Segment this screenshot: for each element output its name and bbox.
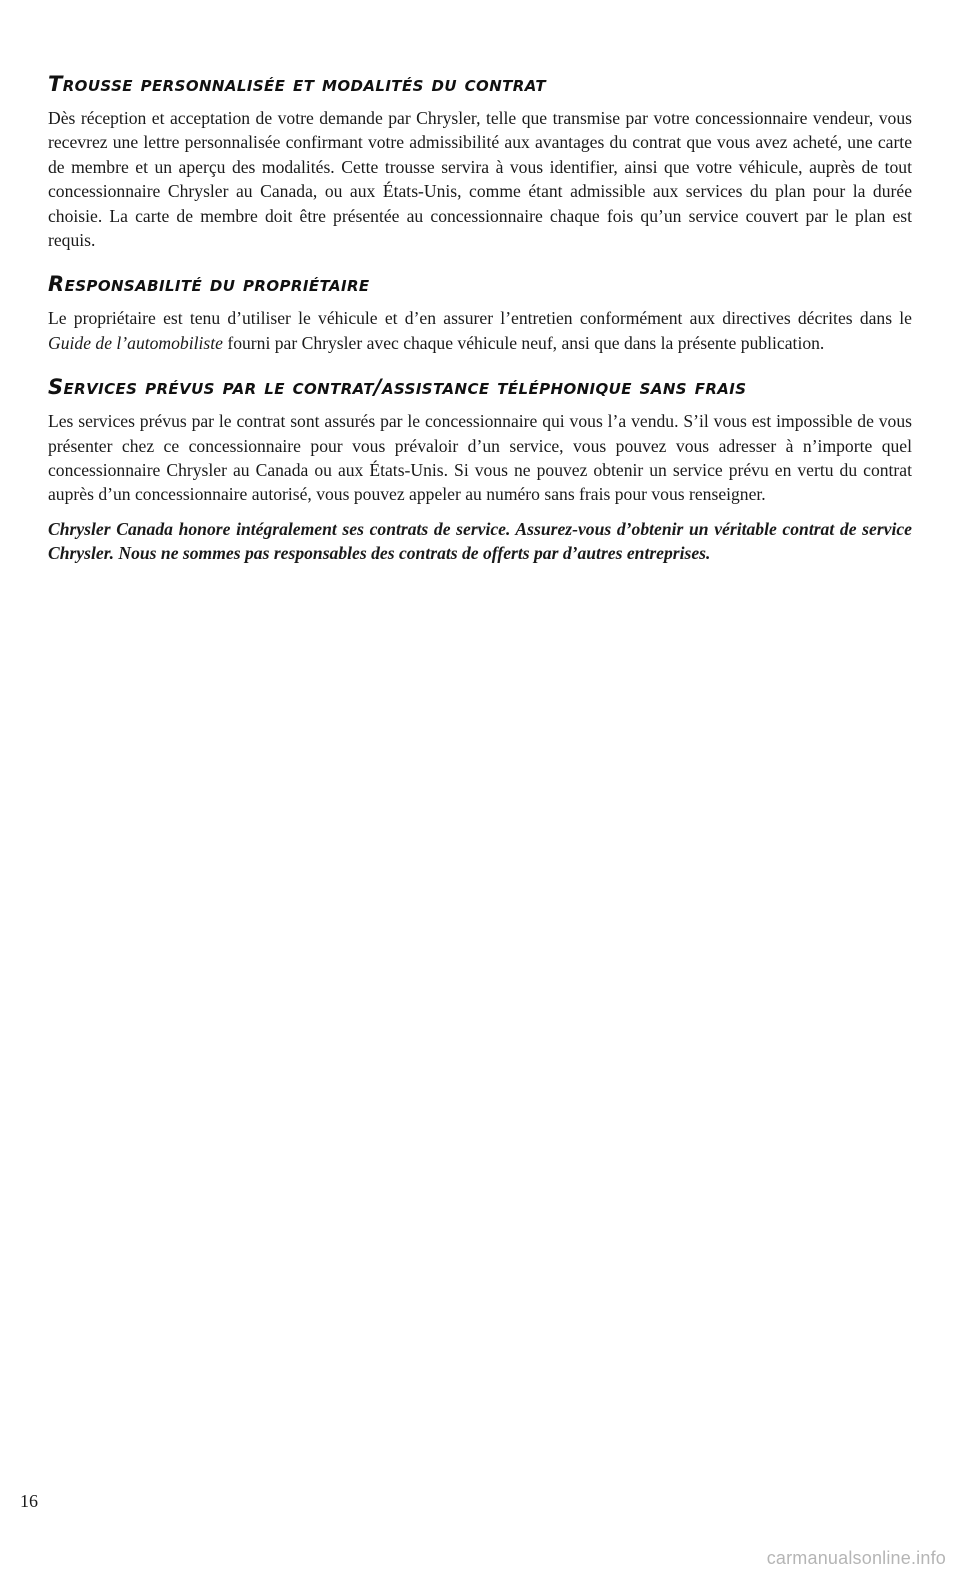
page-number: 16 xyxy=(20,1491,38,1511)
watermark: carmanualsonline.info xyxy=(766,1548,946,1568)
owner-text-after: fourni par Chrysler avec chaque véhicule neuf, ansi que dans la présente publication. xyxy=(222,332,825,353)
notice-paragraph: Chrysler Canada honore intégralement ses contrats de service. Assurez-vous d’obtenir un véritable contrat de service Chrysler. Nous ne sommes pas responsables des contrats de offerts par d’autres entreprises. xyxy=(48,518,912,564)
paragraph-owner-responsibility xyxy=(48,306,912,355)
owner-text-before: Le propriétaire est tenu d’utiliser le véhicule et d’en assurer l’entretien conformément aux directives décrites dans le xyxy=(48,308,912,329)
guide-title: Guide de l’automobiliste xyxy=(48,332,223,353)
paragraph-contract-services: Les services prévus par le contrat sont assurés par le concessionnaire qui vous l’a vendu. S’il vous est impossible de vous présenter chez ce concessionnaire pour vous prévaloir d’un service, vous pouvez vous adresser à n’importe quel concessionnaire Chrysler au Canada ou aux États-Unis. Si vous ne pouvez obtenir un service prévu en vertu du contrat auprès d’un concessionnaire autorisé, vous pouvez appeler au numéro sans frais pour vous renseigner. xyxy=(48,411,912,505)
section-heading-contract-services: Services prévus par le contrat/assistance téléphonique sans frais xyxy=(48,375,747,400)
section-heading-owner-responsibility: Responsabilité du propriétaire xyxy=(48,272,370,297)
document-content xyxy=(48,72,912,566)
paragraph-contract-kit: Dès réception et acceptation de votre demande par Chrysler, telle que transmise par votre concessionnaire vendeur, vous recevrez une lettre personnalisée confirmant votre admissibilité aux avantages du contrat que vous avez acheté, une carte de membre et un aperçu des modalités. Cette trousse servira à vous identifier, ainsi que votre véhicule, auprès de tout concessionnaire Chrysler au Canada, ou aux États-Unis, comme étant admissible aux services du plan pour la durée choisie. La carte de membre doit être présentée au concessionnaire chaque fois qu’un service couvert par le plan est requis. xyxy=(48,108,912,251)
section-heading-contract-kit: Trousse personnalisée et modalités du contrat xyxy=(48,72,546,96)
